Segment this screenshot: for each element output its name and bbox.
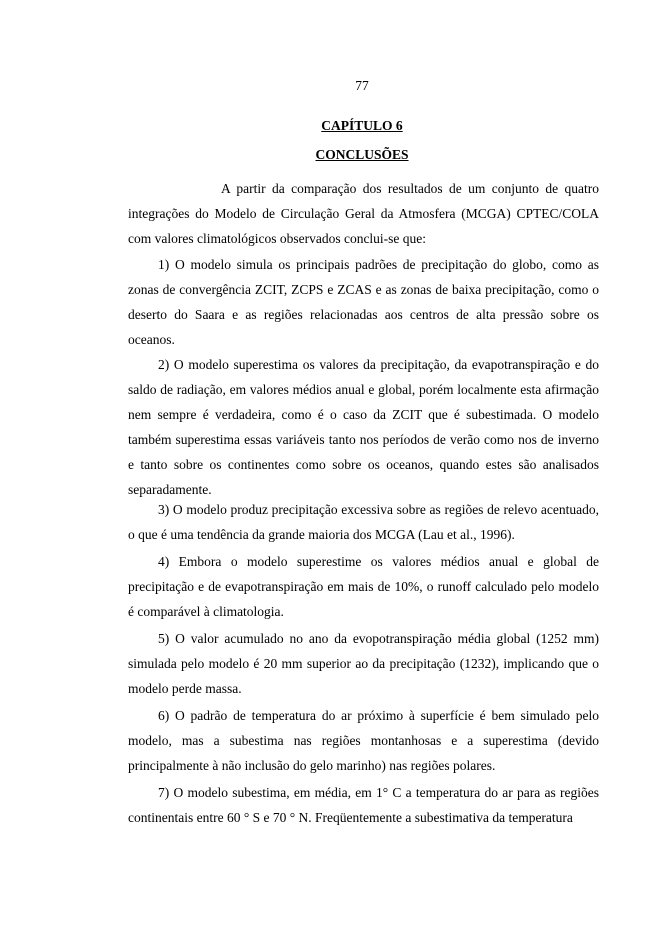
conclusion-item-7: 7) O modelo subestima, em média, em 1° C a temperatura do ar para as regiões continentais entre 60 ° S e 70 ° N. Freqüentemente a subestimativa da temperatura <box>128 785 599 825</box>
conclusion-item-1: 1) O modelo simula os principais padrões de precipitação do globo, como as zonas de convergência ZCIT, ZCPS e ZCAS e as zonas de baixa precipitação, como o deserto do Saara e as regiões relacionadas aos centros de alta pressão sobre os oceanos. <box>128 257 599 347</box>
conclusion-item-5: 5) O valor acumulado no ano da evopotranspiração média global (1252 mm) simulada pelo modelo é 20 mm superior ao da precipitação (1232), implicando que o modelo perde massa. <box>128 631 599 696</box>
conclusion-item-4: 4) Embora o modelo superestime os valores médios anual e global de precipitação e de evapotranspiração em mais de 10%, o runoff calculado pelo modelo é comparável à climatologia. <box>128 554 599 619</box>
section-title: CONCLUSÕES <box>315 147 409 162</box>
conclusion-item-2: 2) O modelo superestima os valores da precipitação, da evapotranspiração e do saldo de radiação, em valores médios anual e global, porém localmente esta afirmação nem sempre é verdadeira, como é o caso da ZCIT que é subestimada. O modelo também superestima essas variáveis tanto nos períodos de verão como nos de inverno e tanto sobre os continentes como sobre os oceanos, quando estes são analisados separadamente. <box>128 357 599 497</box>
conclusion-item-6: 6) O padrão de temperatura do ar próximo à superfície é bem simulado pelo modelo, mas a subestima nas regiões montanhosas e a superestima (devido principalmente à não inclusão do gelo marinho) nas regiões polares. <box>128 708 599 773</box>
intro-paragraph: A partir da comparação dos resultados de um conjunto de quatro integrações do Modelo de Circulação Geral da Atmosfera (MCGA) CPTEC/COLA com valores climatológicos observados conclui-se que: <box>128 181 599 246</box>
conclusion-item-3: 3) O modelo produz precipitação excessiva sobre as regiões de relevo acentuado, o que é uma tendência da grande maioria dos MCGA (Lau et al., 1996). <box>128 502 599 542</box>
chapter-heading: CAPÍTULO 6 <box>321 118 403 133</box>
page-number: 77 <box>355 78 369 93</box>
